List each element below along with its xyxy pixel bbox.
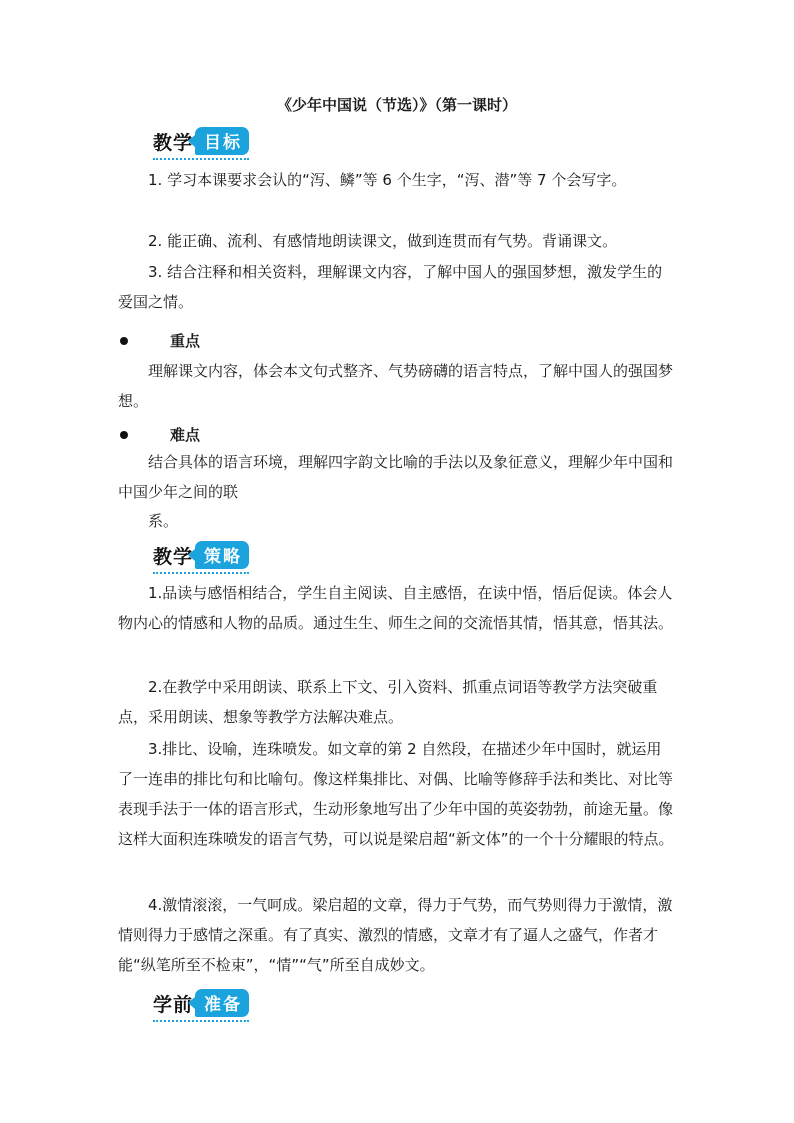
bullet-icon bbox=[120, 431, 128, 439]
heading-prefix: 教学 bbox=[153, 131, 194, 154]
goal-item: 2. 能正确、流利、有感情地朗读课文，做到连贯而有气势。背诵课文。 bbox=[148, 232, 618, 250]
difficulty-text: 结合具体的语言环境，理解四字韵文比喻的手法以及象征意义，理解少年中国和中国少年之间的联 bbox=[118, 453, 674, 501]
goal-item: 3. 结合注释和相关资料，理解课文内容，了解中国人的强国梦想，激发学生的爱国之情。 bbox=[118, 263, 663, 311]
section-heading-preparation bbox=[153, 988, 249, 1018]
difficulty-label-text: 难点 bbox=[170, 426, 201, 444]
heading-tag: 目标 bbox=[195, 127, 249, 155]
strategy-item: 1.品读与感悟相结合，学生自主阅读、自主感悟，在读中悟，悟后促读。体会人物内心的情感和人物的品质。通过生生、师生之间的交流悟其情，悟其意，悟其法。 bbox=[118, 584, 674, 632]
heading-tag: 准备 bbox=[195, 989, 249, 1017]
heading-prefix: 学前 bbox=[153, 993, 194, 1016]
heading-prefix: 教学 bbox=[153, 545, 194, 568]
key-point-label-text: 重点 bbox=[170, 332, 201, 350]
bullet-icon bbox=[120, 337, 128, 345]
key-point-text: 理解课文内容，体会本文句式整齐、气势磅礴的语言特点，了解中国人的强国梦想。 bbox=[118, 362, 674, 410]
strategy-item: 2.在教学中采用朗读、联系上下文、引入资料、抓重点词语等教学方法突破重点，采用朗读、想象等教学方法解决难点。 bbox=[118, 678, 658, 726]
goal-item: 1. 学习本课要求会认的“泻、鳞”等 6 个生字，“泻、潜”等 7 个会写字。 bbox=[148, 171, 627, 189]
page-title: 《少年中国说（节选）》（第一课时） bbox=[276, 96, 517, 114]
difficulty-text-continued: 系。 bbox=[148, 512, 179, 530]
heading-tag: 策略 bbox=[195, 541, 249, 569]
key-point-label bbox=[118, 330, 200, 351]
heading-underline bbox=[153, 158, 249, 160]
strategy-item: 3.排比、设喻，连珠喷发。如文章的第 2 自然段，在描述少年中国时，就运用了一连串的排比句和比喻句。像这样集排比、对偶、比喻等修辞手法和类比、对比等表现手法于一体的语言形式，生动形象地写出了少年中国的英姿勃勃，前途无量。像这样大面积连珠喷发的语言气势，可以说是梁启超“新文体”的一个十分耀眼的特点。 bbox=[118, 740, 674, 848]
section-heading-teaching-strategy bbox=[153, 540, 249, 570]
section-heading-teaching-goals bbox=[153, 126, 249, 156]
heading-underline bbox=[153, 1020, 249, 1022]
heading-underline bbox=[153, 572, 249, 574]
strategy-item: 4.激情滚滚，一气呵成。梁启超的文章，得力于气势，而气势则得力于激情，激情则得力于感情之深重。有了真实、激烈的情感，文章才有了逼人之盛气，作者才能“纵笔所至不检束”，“情”“气”所至自成妙文。 bbox=[118, 896, 673, 974]
difficulty-label bbox=[118, 424, 200, 445]
